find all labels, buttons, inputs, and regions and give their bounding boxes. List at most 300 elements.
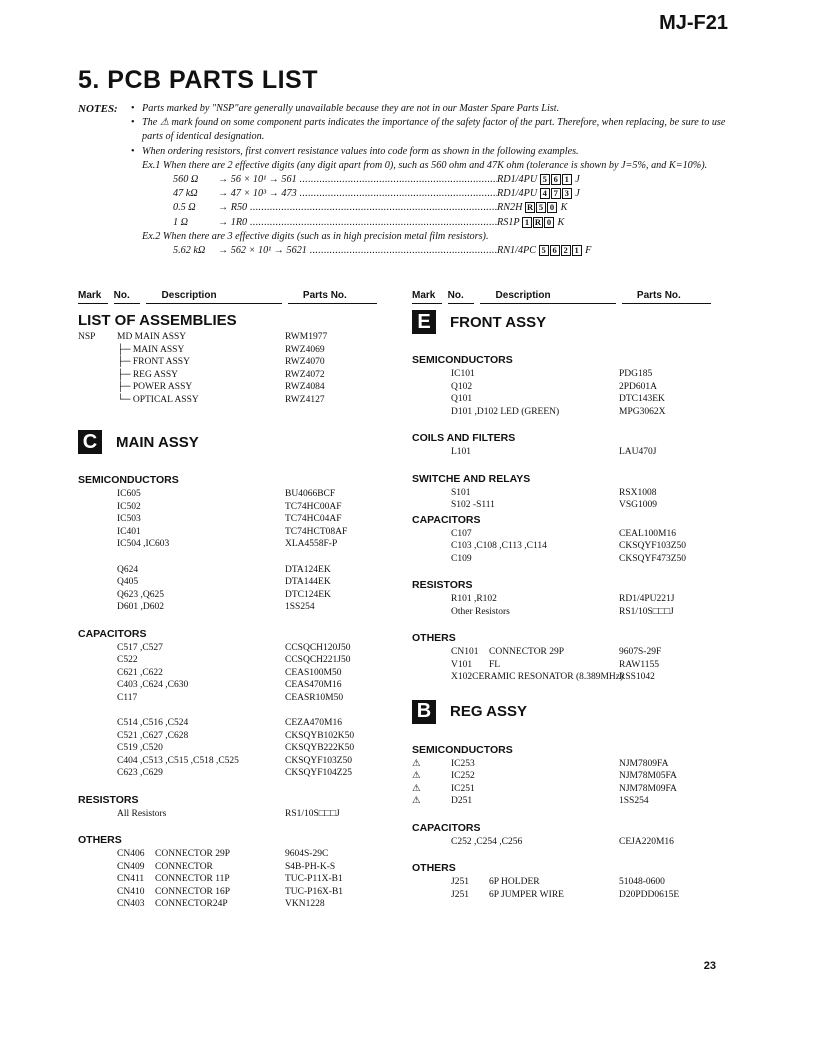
resistance-value: 560 Ω (173, 174, 199, 186)
mark-cell (78, 848, 117, 861)
reference: CN406 (117, 849, 145, 859)
spacer (78, 704, 383, 717)
conversion: → 56 × 10¹ → 561 ..... (218, 173, 497, 187)
example-row (129, 244, 728, 258)
mark-cell (412, 889, 451, 902)
no-cell (117, 576, 285, 589)
reference: C517 ,C527 (117, 642, 163, 653)
code-digit-box: 0 (544, 217, 554, 228)
no-cell (451, 606, 619, 619)
reference: C107 (451, 528, 472, 539)
parts-number: 1SS254 (285, 602, 315, 612)
assemblies-title: LIST OF ASSEMBLIES (78, 312, 237, 329)
mark-cell (78, 886, 117, 899)
section-badge: C (78, 430, 102, 454)
reference: MD MAIN ASSY (117, 332, 187, 342)
no-cell (451, 836, 619, 849)
table-row (412, 553, 717, 566)
category-heading: SEMICONDUCTORS (412, 354, 513, 366)
no-cell (117, 886, 285, 899)
reference: Q624 (117, 564, 139, 575)
mark-cell (412, 646, 451, 659)
section-badge: E (412, 310, 436, 334)
table-row (78, 331, 383, 344)
table-row (78, 589, 383, 602)
category-heading: CAPACITORS (78, 627, 147, 640)
mark-cell (78, 755, 117, 768)
table-row (412, 593, 717, 606)
table-row (78, 564, 383, 577)
table-row (78, 808, 383, 821)
no-cell (451, 783, 619, 796)
table-row (412, 770, 717, 783)
mark-cell: NSP (78, 332, 96, 342)
no-cell (451, 593, 619, 606)
example-1-text: Ex.1 When there are 2 effective digits (any digit apart from 0), such as 560 ohm and 47K ohm (tolerance is shown by J=5%, and K=10%). (142, 159, 708, 171)
table-row (412, 659, 717, 672)
parts-number: RS1/10S□□□J (285, 808, 340, 819)
section-title (78, 430, 383, 454)
reference: J251 (451, 889, 469, 900)
mark-cell: ⚠ (412, 758, 421, 769)
column-header (78, 290, 383, 304)
conversion: → 1R0 ..... (218, 216, 497, 230)
mark-cell (78, 601, 117, 614)
reference: IC605 (117, 489, 141, 499)
parts-number: CKSQYB222K50 (285, 743, 355, 753)
no-cell (117, 601, 285, 614)
section-name: MAIN ASSY (116, 433, 199, 451)
reference: └─ OPTICAL ASSY (117, 394, 199, 405)
reference: D251 (451, 796, 473, 806)
example-row (129, 201, 728, 215)
no-cell (451, 770, 619, 783)
no-cell (117, 526, 285, 539)
right-column (412, 290, 717, 901)
table-row (78, 898, 383, 911)
reference: IC504 ,IC603 (117, 539, 170, 549)
tolerance-code: K (560, 202, 568, 214)
code-digit-box: 1 (572, 245, 582, 256)
mark-cell (78, 898, 117, 911)
description: CONNECTOR24P (155, 899, 228, 909)
no-cell (451, 528, 619, 541)
table-row (412, 381, 717, 394)
mark-cell (78, 717, 117, 730)
table-row (78, 848, 383, 861)
notes (78, 102, 728, 258)
code-digit-box: R (534, 216, 542, 227)
table-row (78, 692, 383, 705)
parts-number: RWZ4070 (285, 357, 325, 367)
mark-cell (412, 528, 451, 541)
reference: IC251 (451, 783, 475, 794)
table-row (78, 886, 383, 899)
table-row (78, 742, 383, 755)
parts-number: CEAL100M16 (619, 528, 676, 539)
reference: C117 (117, 692, 138, 703)
mark-cell (78, 513, 117, 526)
table-row (412, 876, 717, 889)
mark-cell (78, 808, 117, 821)
parts-number: RWM1977 (285, 332, 328, 342)
mark-cell (78, 564, 117, 577)
description: 6P JUMPER WIRE (489, 889, 564, 900)
table-row (412, 446, 717, 459)
reference: IC401 (117, 526, 141, 537)
code-digit-box: 6 (551, 174, 561, 185)
reference: L101 (451, 447, 472, 457)
description: FL (489, 659, 501, 670)
reference: C103 ,C108 ,C113 ,C114 (451, 541, 547, 551)
mark-cell (78, 369, 117, 382)
table-row (412, 393, 717, 406)
resistor-code (497, 244, 591, 258)
note-safety: • The ⚠ mark found on some component parts indicates the importance of the safety factor of the part. Therefore, when replacing, be sure to use parts of identical designation. (129, 116, 728, 144)
table-row (412, 499, 717, 512)
parts-number: CEZA470M16 (285, 718, 342, 728)
no-cell (117, 848, 285, 861)
no-cell (117, 873, 285, 886)
reference: CN409 (117, 861, 145, 872)
parts-number: CEAS100M50 (285, 667, 342, 678)
code-prefix: RD1/4PU (497, 174, 538, 186)
column-header-desc: Description (146, 290, 282, 304)
parts-number: VKN1228 (285, 899, 325, 909)
conversion: → 47 × 10³ → 473 ..... (218, 187, 497, 201)
mark-cell (412, 368, 451, 381)
mark-cell (78, 526, 117, 539)
description: CONNECTOR 16P (155, 886, 231, 897)
category-heading: SWITCHE AND RELAYS (412, 472, 531, 485)
reference: C514 ,C516 ,C524 (117, 718, 189, 728)
reference: S102 -S111 (451, 500, 495, 510)
section-name: REG ASSY (450, 703, 527, 720)
section-title (412, 310, 717, 334)
parts-number: RD1/4PU221J (619, 594, 675, 604)
mark-cell (78, 667, 117, 680)
parts-number: CCSQCH120J50 (285, 642, 351, 653)
table-row (78, 501, 383, 514)
left-column (78, 290, 383, 911)
parts-number: DTA144EK (285, 577, 331, 587)
resistance-value: 47 kΩ (173, 188, 198, 200)
reference: C621 ,C622 (117, 667, 163, 678)
parts-number: CKSQYF473Z50 (619, 553, 687, 564)
resistance-value: 1 Ω (173, 216, 189, 228)
parts-number: TC74HC04AF (285, 514, 342, 524)
parts-number: CEAS470M16 (285, 680, 342, 690)
code-prefix: RS1P (497, 216, 520, 228)
parts-number: RWZ4069 (285, 344, 325, 355)
table-row (412, 758, 717, 771)
mark-cell (78, 730, 117, 743)
conversion: → R50 ..... (218, 201, 497, 215)
category-heading: RESISTORS (412, 579, 473, 591)
parts-number: DTC124EK (285, 589, 331, 600)
conversion: → 562 × 10¹ → 5621 ..... (218, 244, 497, 258)
code-digit-box: 5 (536, 202, 546, 213)
mark-cell (78, 344, 117, 357)
reference: All Resistors (117, 808, 167, 819)
description: CONNECTOR 29P (489, 647, 565, 657)
mark-cell (78, 501, 117, 514)
no-cell (451, 876, 619, 889)
table-row (78, 369, 383, 382)
parts-number: RWZ4127 (285, 394, 325, 405)
mark-cell (78, 692, 117, 705)
no-cell (117, 369, 285, 382)
category-heading: CAPACITORS (412, 821, 481, 834)
table-row (412, 606, 717, 619)
no-cell (451, 487, 619, 500)
mark-cell (78, 767, 117, 780)
table-row (412, 795, 717, 808)
no-cell (451, 795, 619, 808)
parts-number: 9607S-29F (619, 647, 662, 657)
no-cell (451, 499, 619, 512)
parts-number: DTC143EK (619, 394, 665, 404)
table-row (412, 540, 717, 553)
mark-cell (412, 659, 451, 672)
reference: ├─ POWER ASSY (117, 382, 193, 392)
category-heading: SEMICONDUCTORS (78, 474, 179, 486)
table-row (78, 356, 383, 369)
parts-number: RWZ4084 (285, 382, 325, 392)
table-row (412, 646, 717, 659)
table-row (78, 601, 383, 614)
reference: D101 ,D102 LED (GREEN) (451, 406, 560, 417)
mark-cell (412, 671, 451, 684)
code-digit-box: 2 (561, 245, 571, 256)
reference: S101 (451, 487, 471, 498)
mark-cell: ⚠ (412, 771, 421, 781)
parts-number: 2PD601A (619, 381, 658, 392)
parts-number: XLA4558F-P (285, 539, 338, 549)
spacer (78, 551, 383, 564)
tolerance-code: K (557, 216, 565, 228)
model-number: MJ-F21 (659, 12, 728, 34)
description: CERAMIC RESONATOR (8.389MHz) (472, 672, 624, 682)
description: CONNECTOR 11P (155, 874, 230, 884)
parts-number: S4B-PH-K-S (285, 861, 336, 872)
example-row (129, 216, 728, 230)
reference: J251 (451, 877, 469, 887)
parts-number: 51048-0600 (619, 877, 665, 887)
table-row (412, 487, 717, 500)
no-cell (117, 861, 285, 874)
reference: CN403 (117, 899, 145, 909)
mark-cell (78, 538, 117, 551)
parts-number: RWZ4072 (285, 369, 325, 380)
no-cell (117, 564, 285, 577)
mark-cell (412, 540, 451, 553)
tolerance-code: F (585, 245, 592, 257)
reference: Other Resistors (451, 606, 510, 617)
tolerance-code: J (575, 174, 580, 186)
mark-cell (78, 488, 117, 501)
no-cell (117, 356, 285, 369)
table-row (78, 667, 383, 680)
parts-number: DTA124EK (285, 564, 331, 575)
table-row (78, 381, 383, 394)
code-digit-box: 5 (540, 174, 550, 185)
table-row (78, 861, 383, 874)
note-nsp: • Parts marked by "NSP"are generally unavailable because they are not in our Master Spare Parts List. (129, 102, 728, 116)
code-digit-box: R (526, 202, 534, 213)
mark-cell (78, 589, 117, 602)
no-cell (117, 808, 285, 821)
table-row (78, 873, 383, 886)
table-row (78, 344, 383, 357)
mark-cell (412, 487, 451, 500)
description: CONNECTOR 29P (155, 849, 231, 859)
category-heading: COILS AND FILTERS (412, 432, 516, 444)
code-prefix: RD1/4PU (497, 188, 538, 200)
section-name: FRONT ASSY (450, 313, 547, 331)
table-row (78, 513, 383, 526)
page-number: 23 (703, 960, 716, 972)
parts-number: PDG185 (619, 369, 653, 379)
resistor-code (497, 173, 580, 187)
no-cell (117, 331, 285, 344)
no-cell (451, 406, 619, 419)
category-heading: OTHERS (78, 834, 122, 846)
reference: C519 ,C520 (117, 743, 163, 753)
parts-number: CCSQCH221J50 (285, 655, 351, 665)
table-row (78, 488, 383, 501)
column-header (412, 290, 717, 304)
mark-cell (78, 356, 117, 369)
code-prefix: RN1/4PC (497, 245, 537, 257)
parts-number: CKSQYF104Z25 (285, 768, 353, 778)
table-row (412, 528, 717, 541)
no-cell (117, 667, 285, 680)
reference: IC252 (451, 771, 475, 781)
mark-cell (78, 654, 117, 667)
table-row (78, 679, 383, 692)
parts-number: TC74HCT08AF (285, 526, 348, 537)
reference: CN410 (117, 886, 145, 897)
mark-cell (412, 606, 451, 619)
no-cell (451, 758, 619, 771)
parts-number: RSS1042 (619, 672, 655, 682)
no-cell (451, 553, 619, 566)
parts-number: NJM78M09FA (619, 783, 677, 794)
mark-cell (78, 679, 117, 692)
notes-label: NOTES: (78, 103, 118, 115)
no-cell (117, 394, 285, 407)
no-cell (451, 368, 619, 381)
mark-cell (78, 576, 117, 589)
parts-number: NJM78M05FA (619, 771, 677, 781)
parts-number: TUC-P11X-B1 (285, 874, 343, 884)
table-row (412, 671, 717, 684)
parts-number: 9604S-29C (285, 849, 329, 859)
reference: IC253 (451, 758, 475, 769)
reference: X102 (451, 672, 473, 682)
resistance-value: 0.5 Ω (173, 202, 196, 214)
mark-cell (412, 393, 451, 406)
code-digit-box: 4 (540, 188, 550, 199)
no-cell (451, 446, 619, 459)
parts-number: 1SS254 (619, 796, 649, 806)
tolerance-code: J (575, 188, 580, 200)
reference: C522 (117, 655, 138, 665)
parts-number: CEJA220M16 (619, 836, 674, 847)
section-title (412, 700, 717, 724)
no-cell (117, 642, 285, 655)
code-digit-box: 0 (547, 202, 557, 213)
no-cell (451, 671, 624, 684)
no-cell (451, 381, 619, 394)
reference: CN411 (117, 874, 145, 884)
code-prefix: RN2H (497, 202, 523, 214)
mark-cell: ⚠ (412, 796, 421, 806)
reference: C404 ,C513 ,C515 ,C518 ,C525 (117, 755, 239, 766)
parts-number: TC74HC00AF (285, 501, 342, 512)
code-digit-box: 1 (522, 217, 532, 228)
table-row (78, 767, 383, 780)
mark-cell (412, 381, 451, 394)
reference: IC502 (117, 501, 141, 512)
no-cell (117, 898, 285, 911)
mark-cell (78, 381, 117, 394)
table-row (78, 755, 383, 768)
section-badge: B (412, 700, 436, 724)
parts-number: CKSQYF103Z50 (619, 541, 687, 551)
no-cell (117, 513, 285, 526)
note-resistors: • When ordering resistors, first convert resistance values into code form as shown in the following examples. (129, 145, 728, 159)
mark-cell (412, 593, 451, 606)
code-digit-box: 3 (562, 188, 572, 199)
no-cell (117, 730, 285, 743)
reference: IC101 (451, 369, 475, 379)
no-cell (451, 393, 619, 406)
code-digit-box: 5 (539, 245, 549, 256)
reference: C623 ,C629 (117, 768, 163, 778)
no-cell (117, 538, 285, 551)
mark-cell (78, 742, 117, 755)
example-2-rows (129, 244, 728, 258)
no-cell (117, 589, 285, 602)
code-digit-box: 7 (551, 188, 561, 199)
reference: Q101 (451, 394, 473, 404)
no-cell (117, 767, 285, 780)
page-title: 5. PCB PARTS LIST (78, 66, 319, 94)
category-heading: OTHERS (412, 632, 456, 644)
parts-number: D20PDD0615E (619, 889, 680, 900)
table-row (78, 394, 383, 407)
parts-number: TUC-P16X-B1 (285, 886, 344, 897)
no-cell (451, 646, 619, 659)
category-heading: OTHERS (412, 862, 456, 874)
parts-number: RAW1155 (619, 659, 660, 670)
description: CONNECTOR (155, 861, 213, 872)
parts-number: CKSQYB102K50 (285, 730, 355, 741)
example-1-rows (129, 173, 728, 230)
table-row (412, 836, 717, 849)
parts-number: MPG3062X (619, 406, 666, 417)
reference: CN101 (451, 647, 479, 657)
mark-cell (78, 861, 117, 874)
parts-number: CKSQYF103Z50 (285, 755, 353, 766)
no-cell (117, 692, 285, 705)
no-cell (451, 540, 619, 553)
reference: Q102 (451, 381, 473, 392)
reference: IC503 (117, 514, 141, 524)
no-cell (451, 659, 619, 672)
